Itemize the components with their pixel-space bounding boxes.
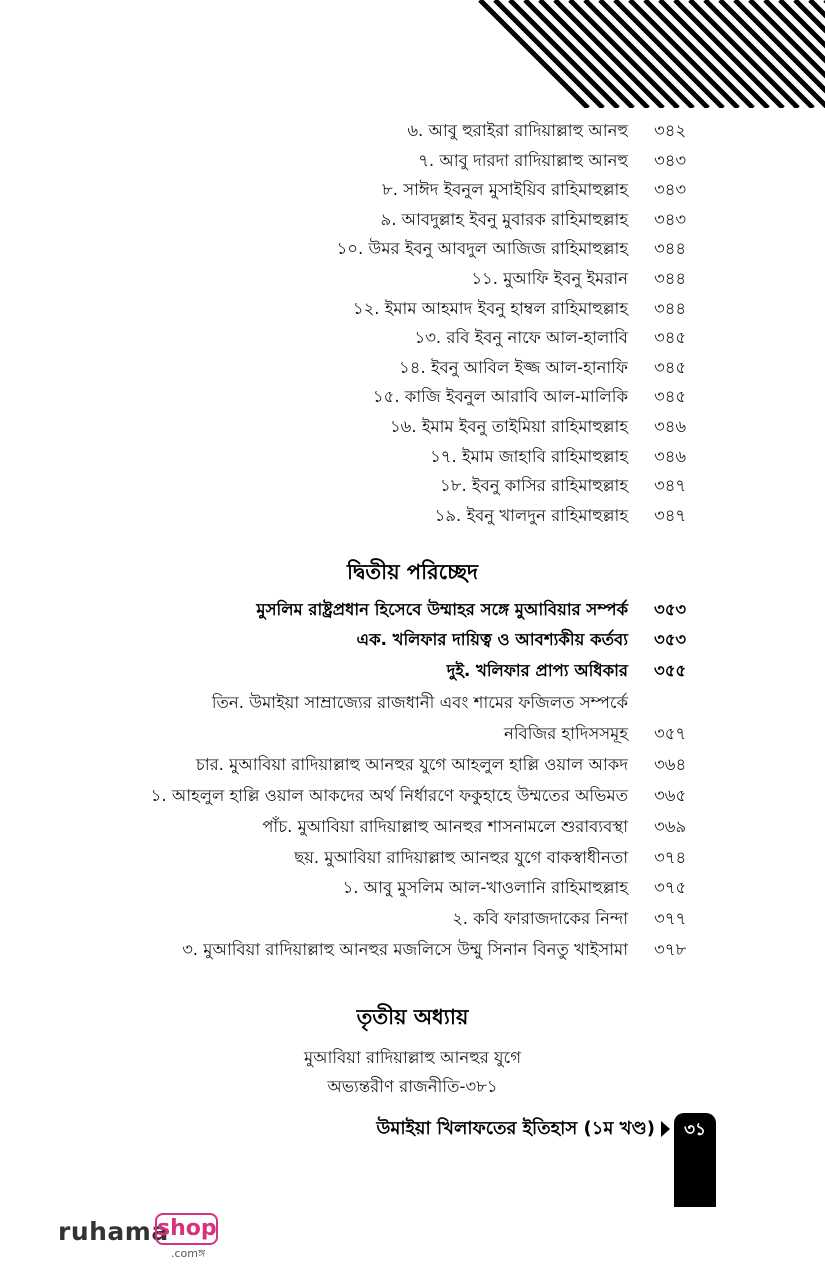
toc-entry-title: ১৫. কাজি ইবনুল আরাবি আল-মালিকি: [372, 387, 628, 407]
toc-entry: [0, 205, 825, 235]
toc-entry: [0, 146, 825, 176]
toc-entry-title: ১৭. ইমাম জাহাবি রাহিমাহুল্লাহ: [430, 446, 628, 466]
toc-entry-page: ৩৫৩: [654, 600, 687, 619]
toc-entry-page: ৩৫৩: [654, 630, 687, 649]
toc-entry-page: ৩৪৫: [654, 328, 687, 348]
toc-entry: [0, 625, 825, 655]
page-number-tab: [674, 1113, 716, 1207]
toc-entry: [0, 442, 825, 472]
toc-entry-title: ৭. আবু দারদা রাদিয়াল্লাহু আনহু: [418, 150, 628, 170]
toc-entry: [0, 781, 825, 811]
toc-entry-page: ৩৪৪: [654, 298, 687, 318]
diagonal-stripes-decoration: [470, 0, 825, 108]
toc-entry-title: পাঁচ. মুআবিয়া রাদিয়াল্লাহু আনহুর শাসনামলে শুরাব্যবস্থা: [262, 817, 628, 836]
toc-entry-title: ১১. মুআফি ইবনু ইমরান: [471, 269, 628, 288]
toc-entry: [0, 688, 825, 718]
toc-entry-title: নবিজির হাদিসসমূহ: [503, 724, 628, 743]
toc-entry-page: ৩৪৫: [654, 357, 687, 377]
logo-box: [155, 1213, 218, 1245]
toc-entry: [0, 382, 825, 412]
toc-entry-title: ৩. মুআবিয়া রাদিয়াল্লাহু আনহুর মজলিসে উম্মু সিনান বিনতু খাইসামা: [182, 940, 628, 959]
toc-entry-page: ৩৪৩: [654, 180, 687, 200]
toc-entry-title: তিন. উমাইয়া সাম্রাজ্যের রাজধানী এবং শামের ফজিলত সম্পর্কে: [211, 693, 628, 712]
toc-entry-title: চার. মুআবিয়া রাদিয়াল্লাহু আনহুর যুগে আহলুল হাল্লি ওয়াল আকদ: [195, 755, 628, 774]
toc-entry-page: ৩৬৪: [654, 755, 687, 774]
toc-entry: [0, 175, 825, 205]
toc-entry-title: দুই. খলিফার প্রাপ্য অধিকার: [446, 661, 628, 680]
logo-text-right: shop: [157, 1216, 217, 1241]
ruhamashop-logo: [58, 1213, 228, 1259]
toc-entry-title: ৮. সাঈদ ইবনুল মুসাইয়িব রাহিমাহুল্লাহ: [382, 180, 628, 200]
toc-entry: [0, 750, 825, 780]
toc-entry-title: ১৪. ইবনু আবিল ইজ্জ আল-হানাফি: [399, 357, 628, 377]
toc-entry: [0, 353, 825, 383]
logo-text-sub: .comঙ্গ: [171, 1247, 206, 1260]
toc-entry-page: ৩৭৭: [654, 909, 687, 928]
toc-entry: [0, 294, 825, 324]
toc-entry-title: ১৩. রবি ইবনু নাফে আল-হালাবি: [414, 328, 628, 348]
toc-entry-page: ৩৬৯: [654, 817, 687, 836]
toc-entry: [0, 234, 825, 264]
toc-entry-title: ১৮. ইবনু কাসির রাহিমাহুল্লাহ: [440, 476, 628, 496]
toc-entry-title: ২. কবি ফারাজদাকের নিন্দা: [452, 909, 628, 928]
chapter-subtitle-line-1: মুআবিয়া রাদিয়াল্লাহু আনহুর যুগে: [303, 1048, 522, 1067]
toc-entry-page: ৩৭৮: [654, 940, 687, 959]
toc-entry: [0, 812, 825, 842]
running-footer-title: উমাইয়া খিলাফতের ইতিহাস (১ম খণ্ড): [376, 1118, 655, 1139]
toc-entry: [0, 595, 825, 625]
toc-entry: [0, 471, 825, 501]
toc-entry: [0, 719, 825, 749]
toc-entry-page: ৩৭৫: [654, 878, 687, 897]
chapter-subtitle-line-2: অভ্যন্তরীণ রাজনীতি-৩৮১: [327, 1077, 498, 1096]
toc-entry-page: ৩৪৬: [654, 417, 687, 436]
toc-entry-title: ১. আহলুল হাল্লি ওয়াল আকদের অর্থ নির্ধারণে ফকুহাহে উম্মতের অভিমত: [150, 786, 628, 805]
toc-entry-page: ৩৭৪: [654, 848, 687, 867]
section-heading-3: তৃতীয় অধ্যায়: [356, 1005, 469, 1029]
toc-entry-page: ৩৪৬: [654, 446, 687, 466]
toc-entry: [0, 264, 825, 294]
toc-entry-page: ৩৪৪: [654, 239, 687, 259]
toc-entry: [0, 873, 825, 903]
section-heading-2: দ্বিতীয় পরিচ্ছেদ: [346, 560, 479, 584]
toc-entry-title: ১২. ইমাম আহমাদ ইবনু হাম্বল রাহিমাহুল্লাহ: [352, 298, 628, 318]
toc-entry-title: ১. আবু মুসলিম আল-খাওলানি রাহিমাহুল্লাহ: [342, 878, 628, 897]
toc-entry-page: ৩৪৩: [654, 150, 687, 170]
page-number: ৩১: [683, 1120, 707, 1140]
toc-entry: [0, 935, 825, 965]
toc-entry-title: ১০. উমর ইবনু আবদুল আজিজ রাহিমাহুল্লাহ: [336, 239, 628, 259]
toc-entry-title: ১৯. ইবনু খালদুন রাহিমাহুল্লাহ: [434, 505, 628, 525]
toc-entry-page: ৩৪৭: [654, 505, 687, 525]
toc-entry: [0, 412, 825, 442]
toc-entry-page: ৩৪২: [654, 121, 687, 140]
toc-entry: [0, 323, 825, 353]
toc-entry: [0, 656, 825, 686]
toc-entry: [0, 116, 825, 146]
toc-entry: [0, 843, 825, 873]
toc-entry-page: ৩৫৭: [654, 724, 687, 743]
toc-entry-page: ৩৫৫: [654, 661, 687, 680]
toc-entry-title: ৯. আবদুল্লাহ ইবনু মুবারক রাহিমাহুল্লাহ: [380, 209, 628, 229]
toc-entry: [0, 904, 825, 934]
toc-entry-page: ৩৪৫: [654, 387, 687, 407]
toc-entry-page: ৩৪৩: [654, 209, 687, 229]
play-arrow-icon: [661, 1121, 670, 1137]
logo-text-left: ruhama: [58, 1217, 169, 1246]
toc-entry-page: ৩৪৭: [654, 476, 687, 496]
toc-entry-title: এক. খলিফার দায়িত্ব ও আবশ্যকীয় কর্তব্য: [356, 630, 628, 649]
toc-entry-title: ছয়. মুআবিয়া রাদিয়াল্লাহু আনহুর যুগে বাকস্বাধীনতা: [294, 848, 628, 867]
toc-entry-title: ৬. আবু হুরাইরা রাদিয়াল্লাহু আনহু: [407, 121, 628, 140]
toc-entry-title: ১৬. ইমাম ইবনু তাইমিয়া রাহিমাহুল্লাহ: [389, 417, 628, 436]
toc-entry: [0, 501, 825, 531]
toc-entry-page: ৩৪৪: [654, 269, 687, 288]
toc-entry-title: মুসলিম রাষ্ট্রপ্রধান হিসেবে উম্মাহর সঙ্গে মুআবিয়ার সম্পর্ক: [256, 600, 628, 619]
toc-entry-page: ৩৬৫: [654, 786, 687, 805]
